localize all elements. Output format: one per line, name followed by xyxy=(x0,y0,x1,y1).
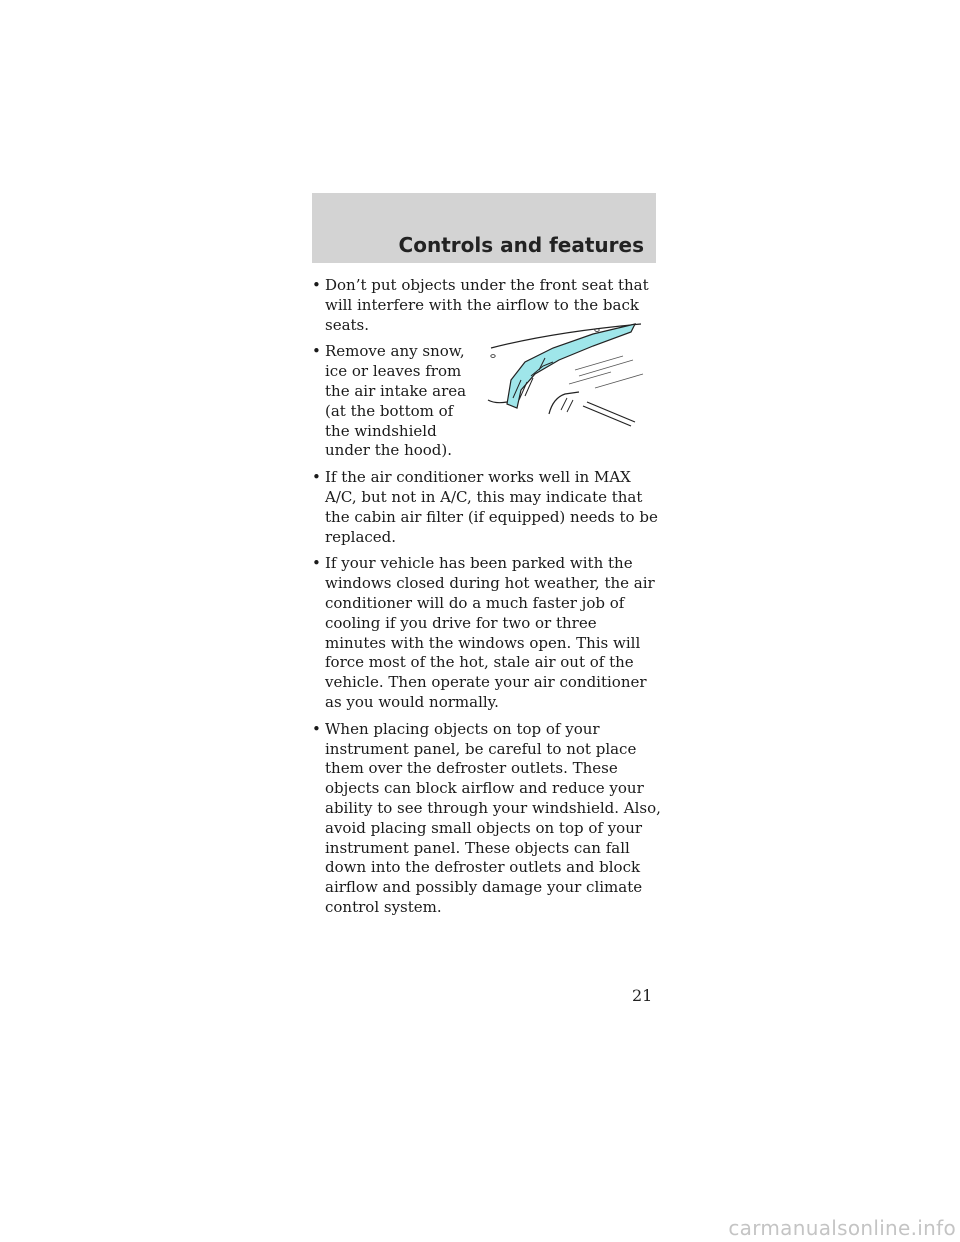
bullet-dot: • xyxy=(312,468,321,487)
bullet-text: When placing objects on top of your instrument panel, be careful to not place them over the defroster outlets. These objects can block airflow and reduce your ability to see through your windshield. Also, avoid placing small objects on top of your instrument panel. These objects can fall down into the defroster outlets and block airflow and possibly damage your climate control system. xyxy=(325,719,661,916)
windshield-air-intake-illustration xyxy=(483,318,648,428)
watermark: carmanualsonline.info xyxy=(728,1216,956,1240)
bullet-text: If your vehicle has been parked with the windows closed during hot weather, the air conditioner will do a much faster job of cooling if you drive for two or three minutes with the windows open. This will force most of the hot, stale air out of the vehicle. Then operate your air conditioner as you would normally. xyxy=(325,554,655,711)
bullet-dot: • xyxy=(312,554,321,573)
section-title: Controls and features xyxy=(398,233,644,257)
section-header-band xyxy=(312,193,656,263)
bullet-item xyxy=(312,468,662,547)
bullet-dot: • xyxy=(312,276,321,294)
page-number: 21 xyxy=(632,986,653,1005)
bullet-item xyxy=(312,554,662,712)
bullet-text: Don’t put objects under the front seat that will interfere with the airflow to the back seats. xyxy=(325,276,649,334)
bullet-item xyxy=(312,720,662,918)
bullet-dot: • xyxy=(312,719,321,738)
bullet-text: If the air conditioner works well in MAX A/C, but not in A/C, this may indicate that the cabin air filter (if equipped) needs to be replaced. xyxy=(325,468,658,546)
bullet-dot: • xyxy=(312,342,321,361)
bullet-text: Remove any snow, ice or leaves from the air intake area (at the bottom of the windshield under the hood). xyxy=(325,342,467,460)
